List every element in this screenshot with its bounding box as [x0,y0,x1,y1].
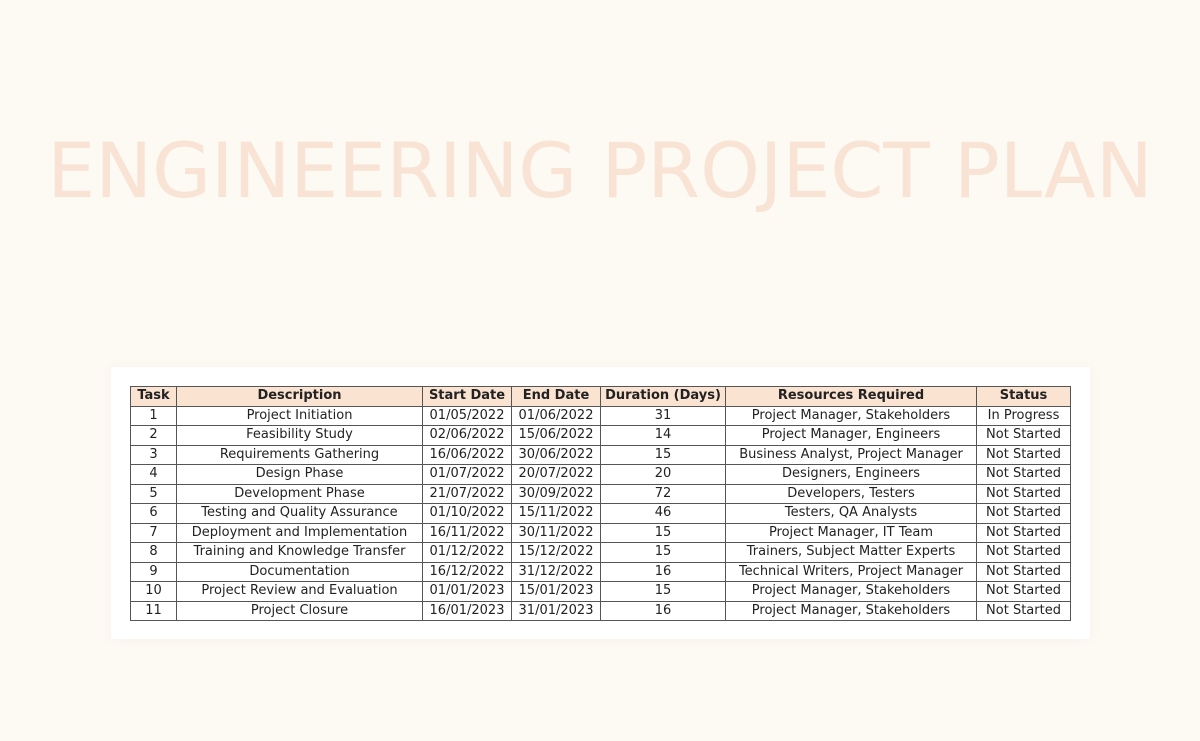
header-start-date: Start Date [423,387,512,407]
cell-status: Not Started [977,484,1071,504]
cell-start-date: 16/12/2022 [423,562,512,582]
table-row [131,445,1071,465]
cell-description: Project Closure [177,601,423,621]
cell-start-date: 01/12/2022 [423,543,512,563]
cell-description: Project Review and Evaluation [177,582,423,602]
cell-end-date: 30/06/2022 [512,445,601,465]
cell-resources: Technical Writers, Project Manager [726,562,977,582]
cell-description: Deployment and Implementation [177,523,423,543]
header-task: Task [131,387,177,407]
cell-task: 7 [131,523,177,543]
header-resources: Resources Required [726,387,977,407]
cell-duration: 16 [601,562,726,582]
cell-status: Not Started [977,426,1071,446]
cell-task: 5 [131,484,177,504]
table-row [131,582,1071,602]
cell-status: Not Started [977,562,1071,582]
table-row [131,543,1071,563]
cell-end-date: 15/11/2022 [512,504,601,524]
table-row [131,562,1071,582]
table-row [131,406,1071,426]
cell-task: 2 [131,426,177,446]
cell-start-date: 01/01/2023 [423,582,512,602]
cell-end-date: 15/01/2023 [512,582,601,602]
cell-status: Not Started [977,543,1071,563]
cell-description: Feasibility Study [177,426,423,446]
page-title: ENGINEERING PROJECT PLAN [47,126,1153,215]
cell-task: 9 [131,562,177,582]
cell-description: Design Phase [177,465,423,485]
cell-status: In Progress [977,406,1071,426]
cell-task: 8 [131,543,177,563]
cell-end-date: 31/01/2023 [512,601,601,621]
cell-start-date: 01/07/2022 [423,465,512,485]
cell-duration: 31 [601,406,726,426]
cell-start-date: 01/10/2022 [423,504,512,524]
cell-start-date: 16/11/2022 [423,523,512,543]
cell-description: Project Initiation [177,406,423,426]
cell-task: 3 [131,445,177,465]
cell-resources: Testers, QA Analysts [726,504,977,524]
cell-task: 11 [131,601,177,621]
table-row [131,523,1071,543]
cell-resources: Business Analyst, Project Manager [726,445,977,465]
cell-description: Documentation [177,562,423,582]
cell-task: 4 [131,465,177,485]
cell-start-date: 21/07/2022 [423,484,512,504]
table-row [131,465,1071,485]
cell-duration: 15 [601,445,726,465]
cell-status: Not Started [977,601,1071,621]
table-body [131,406,1071,621]
cell-resources: Trainers, Subject Matter Experts [726,543,977,563]
header-duration: Duration (Days) [601,387,726,407]
header-end-date: End Date [512,387,601,407]
cell-resources: Project Manager, Stakeholders [726,601,977,621]
cell-resources: Project Manager, IT Team [726,523,977,543]
header-description: Description [177,387,423,407]
cell-end-date: 01/06/2022 [512,406,601,426]
table-card [111,367,1090,639]
cell-resources: Project Manager, Stakeholders [726,582,977,602]
cell-duration: 15 [601,523,726,543]
cell-duration: 15 [601,582,726,602]
cell-resources: Project Manager, Stakeholders [726,406,977,426]
cell-task: 1 [131,406,177,426]
project-plan-table [130,386,1071,621]
cell-duration: 20 [601,465,726,485]
cell-description: Testing and Quality Assurance [177,504,423,524]
table-row [131,484,1071,504]
cell-end-date: 15/12/2022 [512,543,601,563]
cell-status: Not Started [977,465,1071,485]
cell-start-date: 02/06/2022 [423,426,512,446]
cell-resources: Developers, Testers [726,484,977,504]
cell-duration: 46 [601,504,726,524]
cell-description: Development Phase [177,484,423,504]
cell-duration: 15 [601,543,726,563]
table-header-row [131,387,1071,407]
cell-resources: Project Manager, Engineers [726,426,977,446]
cell-end-date: 15/06/2022 [512,426,601,446]
header-status: Status [977,387,1071,407]
table-row [131,601,1071,621]
cell-status: Not Started [977,504,1071,524]
cell-end-date: 30/11/2022 [512,523,601,543]
cell-start-date: 01/05/2022 [423,406,512,426]
cell-task: 6 [131,504,177,524]
cell-description: Training and Knowledge Transfer [177,543,423,563]
cell-status: Not Started [977,523,1071,543]
table-row [131,504,1071,524]
cell-task: 10 [131,582,177,602]
cell-start-date: 16/06/2022 [423,445,512,465]
cell-resources: Designers, Engineers [726,465,977,485]
cell-end-date: 30/09/2022 [512,484,601,504]
cell-end-date: 31/12/2022 [512,562,601,582]
cell-description: Requirements Gathering [177,445,423,465]
table-row [131,426,1071,446]
cell-status: Not Started [977,445,1071,465]
cell-duration: 14 [601,426,726,446]
cell-duration: 72 [601,484,726,504]
cell-start-date: 16/01/2023 [423,601,512,621]
cell-status: Not Started [977,582,1071,602]
cell-duration: 16 [601,601,726,621]
cell-end-date: 20/07/2022 [512,465,601,485]
